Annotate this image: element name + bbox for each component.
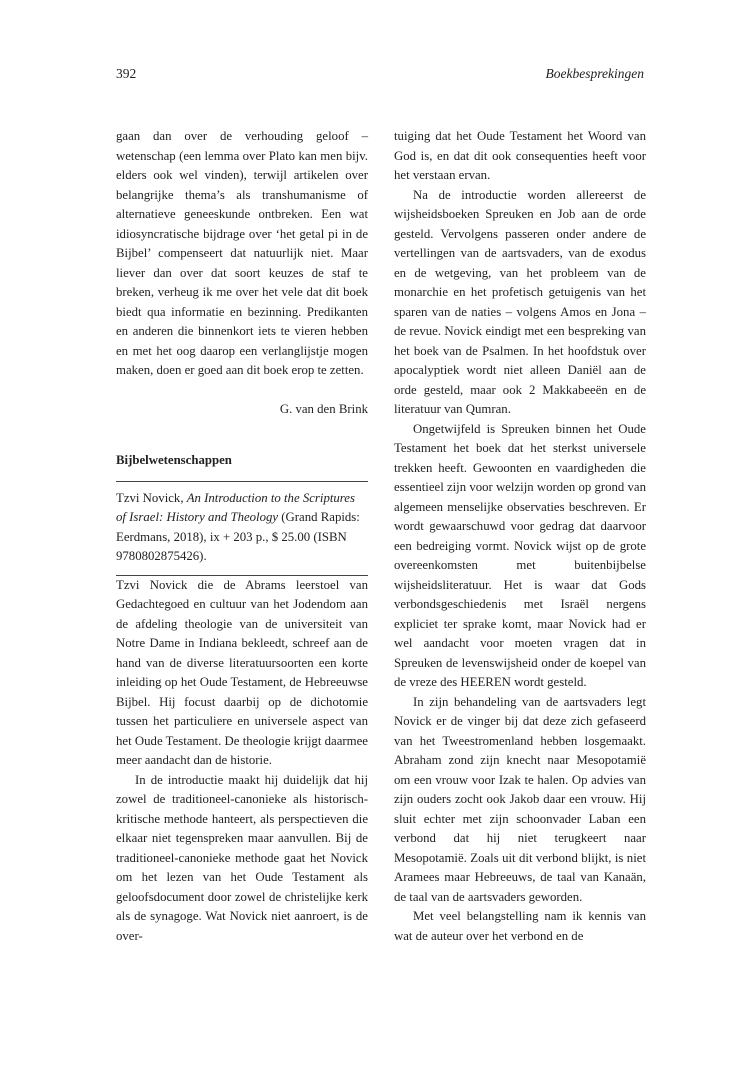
running-head: Boekbesprekingen [545,66,644,81]
left-column [116,127,368,946]
page-number: 392 [116,66,137,81]
book-author: Tzvi Novick, [116,490,187,505]
continuation-paragraph: tuiging dat het Oude Testament het Woord van God is, en dat dit ook consequenties heeft voor het verstaan ervan. [394,129,646,182]
body-paragraph: In zijn behandeling van de aartsvaders legt Novick er de vinger bij dat deze zich gefaseerd van het Tweestromenland hebben losgemaakt. Abraham zond zijn knecht naar Mesopotamië om een vrouw voor Izak te halen. Op advies van zijn ouders zocht ook Jakob daar een vrouw. Hij sluit echter met zijn schoonvader Laban een verbond dat hij niet terugkeert naar Mesopotamië. Zoals uit dit verbond blijkt, is niet Aramees maar Hebreeuws, de taal van Kanaän, de taal van de aartsvaders geworden. [394,694,646,904]
body-paragraph: Na de introductie worden allereerst de wijsheidsboeken Spreuken en Job aan de orde gesteld. Vervolgens passeren onder andere de vertellingen van de aartsvaders, van de exodus en de wetgeving, van het probleem van de monarchie en het profetisch getuigenis van het sparen van de naties – volgens Amos en Jona – de revue. Novick eindigt met een bespreking van het boek van de Psalmen. In het hoofdstuk over apocalyptiek wordt niet alleen Daniël aan de orde gesteld, maar ook 2 Makkabeeën en de literatuur van Qumran. [394,187,646,416]
body-paragraph: Tzvi Novick die de Abrams leerstoel van Gedachtegoed en cultuur van het Jodendom aan de afdeling theologie van de universiteit van Notre Dame in Indiana bekleedt, schreef aan de hand van de diverse literatuursoorten een korte inleiding op het Oude Testament, de Hebreeuwse Bijbel. Hij focust daarbij op de dichotomie tussen het particuliere en universele aspect van het Oude Testament. De theologie krijgt daarmee meer aandacht dan de historie. [116,577,368,767]
body-paragraph: In de introductie maakt hij duidelijk dat hij zowel de traditioneel-canonieke als historisch-kritische methode hanteert, als perspectieven die elkaar niet tegenspreken maar aanvullen. Bij de traditioneel-canonieke methode gaat het Novick om het lezen van het Oude Testament als geloofsdocument door zowel de christelijke kerk als de synagoge. Wat Novick niet aanroert, is de over- [116,772,368,943]
body-paragraph: Met veel belangstelling nam ik kennis van wat de auteur over het verbond en de [394,909,646,943]
section-heading: Bijbelwetenschappen [116,453,232,467]
reviewer-signature: G. van den Brink [279,401,368,416]
body-paragraph: Ongetwijfeld is Spreuken binnen het Oude Testament het boek dat het sterkst universele trekken heeft. Gewoonten en vaardigheden die essentieel zijn voor welzijn worden op grond van algemeen menselijke observaties beschreven. Er wordt gewaarschuwd voor gedrag dat daarvoor een bedreiging vormt. Novick wijst op de grote overeenkomsten met buitenbijbelse wijsheidsliteratuur. Het is waar dat Gods verbondsgeschiedenis met Israël nergens expliciet ter sprake komt, maar Novick had er wel aandacht voor moeten vragen dat in Spreuken de levenswijsheid onder de koepel van de vreze des HEEREN wordt gesteld. [394,421,646,689]
book-details: (Grand Rapids: Eerdmans, 2018), ix + 203 p., $ 25.00 (ISBN 9780802875426). [116,510,360,563]
continuation-paragraph: gaan dan over de verhouding geloof – wetenschap (een lemma over Plato kan men bijv. elders ook wel vinden), terwijl artikelen over belangrijke thema’s als transhumanisme of alternatieve geneeskunde ontbreken. Een wat idiosyncratische bijdrage over ‘het getal pi in de Bijbel’ compenseert dat natuurlijk niet. Maar liever dan over dat soort keuzes de staf te breken, verheug ik me over het vele dat dit boek biedt qua informatie en bezinning. Predikanten en anderen die binnenkort iets te vieren hebben en met het oog daarop een verlanglijstje mogen maken, doen er goed aan dit boek erop te zetten. [116,129,368,377]
bibliographic-entry [116,482,368,575]
right-column [394,127,646,946]
book-title: An Introduction to the Scriptures of Israel: History and Theology [116,490,355,524]
